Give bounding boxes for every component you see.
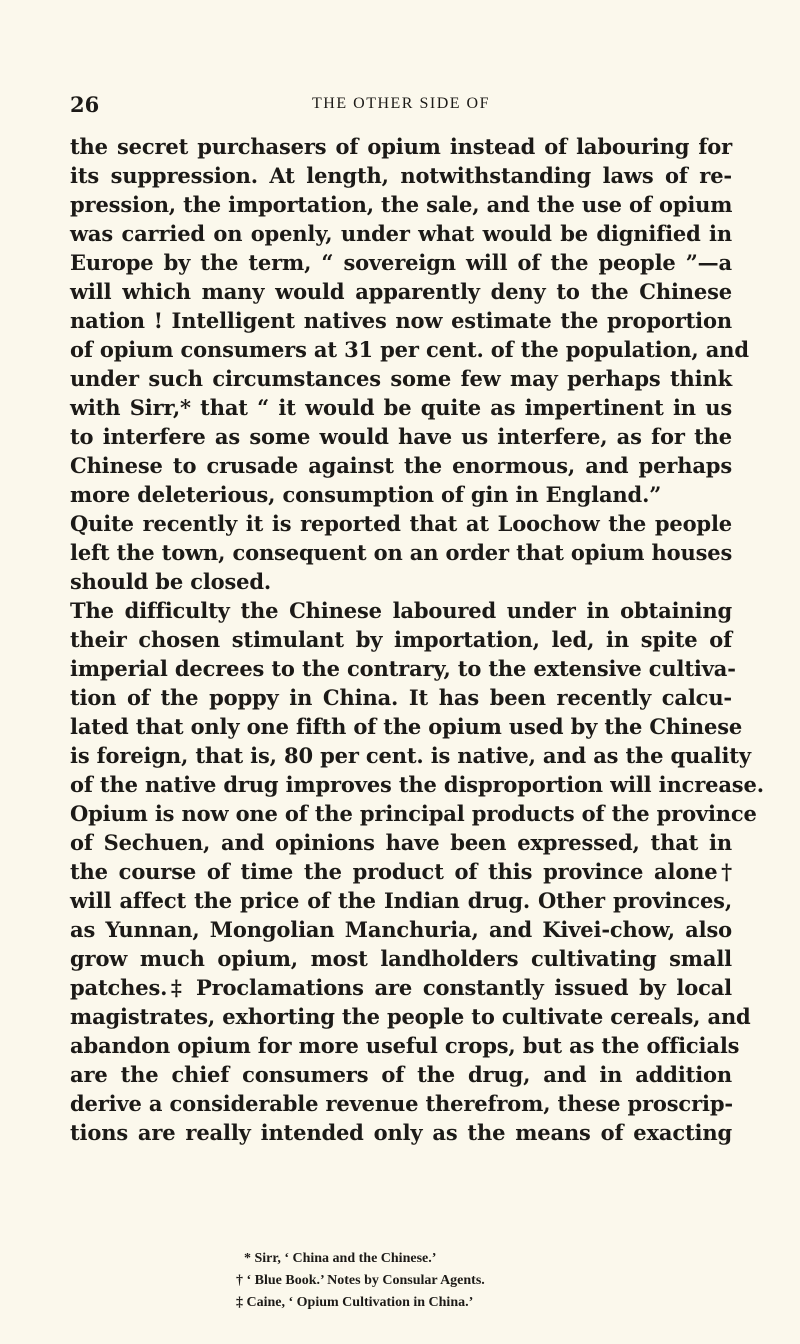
text-line: under such circumstances some few may perhaps think (70, 366, 732, 391)
text-line: more deleterious, consumption of gin in England.” (70, 482, 662, 507)
text-line: is foreign, that is, 80 per cent. is native, and as the quality (70, 743, 751, 768)
text-line: abandon opium for more useful crops, but as the officials (70, 1033, 740, 1058)
footnote: ‡ Caine, ‘ Opium Cultivation in China.’ (236, 1295, 474, 1310)
text-line: imperial decrees to the contrary, to the extensive cultiva- (70, 656, 736, 681)
text-line: pression, the importation, the sale, and the use of opium (70, 192, 733, 217)
text-line: lated that only one fifth of the opium used by the Chinese (70, 714, 743, 739)
text-line: of Sechuen, and opinions have been expressed, that in (70, 830, 732, 855)
text-line: its suppression. At length, notwithstanding laws of re- (70, 163, 732, 188)
text-line: the secret purchasers of opium instead of labouring for (70, 134, 732, 159)
text-line: patches.‡ Proclamations are constantly issued by local (70, 975, 732, 1000)
text-line: magistrates, exhorting the people to cultivate cereals, and (70, 1004, 751, 1029)
text-line: of opium consumers at 31 per cent. of the population, and (70, 337, 749, 362)
page-number: 26 (70, 92, 100, 117)
text-line: their chosen stimulant by importation, led, in spite of (70, 627, 732, 652)
text-line: Opium is now one of the principal products of the province (70, 801, 757, 826)
text-line: with Sirr,* that “ it would be quite as impertinent in us (70, 395, 732, 420)
running-head: THE OTHER SIDE OF (312, 95, 490, 112)
text-line: Chinese to crusade against the enormous, and perhaps (70, 453, 732, 478)
footnote: † ‘ Blue Book.’ Notes by Consular Agents. (236, 1273, 485, 1288)
text-line: the course of time the product of this province alone† (70, 859, 732, 884)
text-line: was carried on openly, under what would be dignified in (70, 221, 732, 246)
footnotes (70, 1248, 732, 1314)
text-line: are the chief consumers of the drug, and in addition (70, 1062, 732, 1087)
text-line: of the native drug improves the disproportion will increase. (70, 772, 764, 797)
text-line: nation ! Intelligent natives now estimate the proportion (70, 308, 732, 333)
body-text (70, 132, 764, 1147)
page-header (70, 92, 732, 118)
text-line: as Yunnan, Mongolian Manchuria, and Kivei-chow, also (70, 917, 732, 942)
text-line: to interfere as some would have us interfere, as for the (70, 424, 732, 449)
text-line: will affect the price of the Indian drug. Other provinces, (70, 888, 732, 913)
text-line: tion of the poppy in China. It has been recently calcu- (70, 685, 732, 710)
text-line: left the town, consequent on an order that opium houses (70, 540, 733, 565)
text-line: will which many would apparently deny to the Chinese (70, 279, 732, 304)
text-line: should be closed. (70, 569, 272, 594)
footnote: * Sirr, ‘ China and the Chinese.’ (244, 1251, 437, 1266)
text-line: tions are really intended only as the means of exacting (70, 1120, 732, 1145)
text-line: derive a considerable revenue therefrom, these proscrip- (70, 1091, 733, 1116)
text-line: grow much opium, most landholders cultivating small (70, 946, 732, 971)
text-line: Quite recently it is reported that at Loochow the people (70, 511, 732, 536)
text-line: The difficulty the Chinese laboured under in obtaining (70, 598, 732, 623)
text-line: Europe by the term, “ sovereign will of the people ”—a (70, 250, 732, 275)
